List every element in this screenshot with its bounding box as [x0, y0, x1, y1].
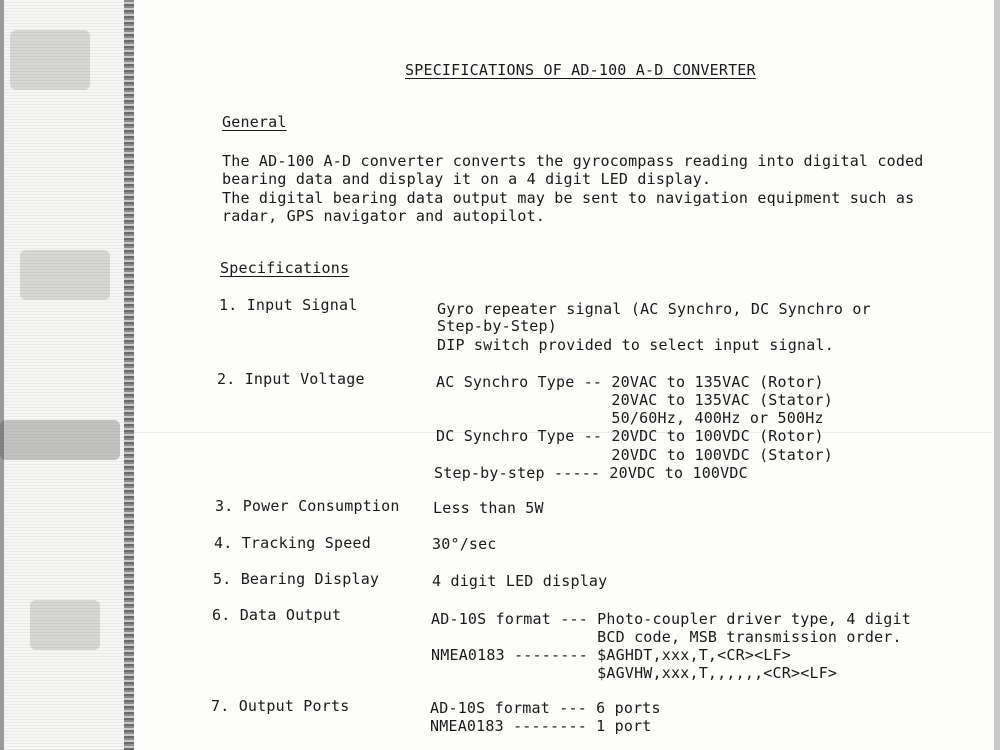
spec-value-line: Step-by-step ----- 20VDC to 100VDC — [434, 464, 748, 482]
general-line: The digital bearing data output may be sent to navigation equipment such as — [222, 189, 915, 207]
spec-value-line: Less than 5W — [433, 499, 544, 517]
spec-value-line: AD-10S format --- Photo-coupler driver type, 4 digit — [431, 610, 911, 628]
spec-value-line: BCD code, MSB transmission order. — [431, 628, 902, 646]
spec-value-line: Step-by-Step) — [437, 317, 557, 335]
scanned-left-margin — [0, 0, 132, 750]
spec-value-line: 50/60Hz, 400Hz or 500Hz — [436, 409, 824, 427]
scan-smudge — [10, 30, 90, 90]
specifications-heading: Specifications — [220, 259, 350, 277]
spec-label: 2. Input Voltage — [217, 370, 365, 388]
spec-value-line: Gyro repeater signal (AC Synchro, DC Synchro or — [437, 300, 871, 318]
spec-value-line: $AGVHW,xxx,T,,,,,,<CR><LF> — [431, 664, 838, 682]
scan-smudge — [0, 420, 120, 460]
scan-smudge — [30, 600, 100, 650]
spec-label: 4. Tracking Speed — [214, 534, 371, 552]
general-line: radar, GPS navigator and autopilot. — [222, 207, 546, 225]
spec-label: 7. Output Ports — [211, 697, 350, 715]
spec-value-line: DIP switch provided to select input signal. — [437, 336, 834, 354]
spec-label: 6. Data Output — [212, 606, 342, 624]
spec-label: 1. Input Signal — [219, 296, 358, 314]
scan-frame-left — [0, 0, 4, 750]
scan-page-edge — [124, 0, 134, 750]
spec-value-line: 4 digit LED display — [432, 572, 608, 590]
scan-smudge — [20, 250, 110, 300]
general-line: bearing data and display it on a 4 digit LED display. — [222, 170, 712, 188]
scan-frame-right — [994, 0, 1000, 750]
spec-value-line: 20VDC to 100VDC (Stator) — [436, 446, 833, 464]
spec-value-line: NMEA0183 -------- 1 port — [430, 717, 652, 735]
document-title: SPECIFICATIONS OF AD-100 A-D CONVERTER — [405, 61, 756, 79]
spec-value-line: AC Synchro Type -- 20VAC to 135VAC (Rotor) — [436, 373, 824, 391]
spec-label: 5. Bearing Display — [213, 570, 380, 588]
spec-value-line: 30°/sec — [432, 535, 497, 553]
spec-value-line: AD-10S format --- 6 ports — [430, 699, 661, 717]
spec-value-line: NMEA0183 -------- $AGHDT,xxx,T,<CR><LF> — [431, 646, 791, 664]
spec-value-line: DC Synchro Type -- 20VDC to 100VDC (Rotor) — [436, 427, 824, 445]
spec-label: 3. Power Consumption — [215, 497, 400, 515]
general-line: The AD-100 A-D converter converts the gyrocompass reading into digital coded — [222, 152, 924, 170]
spec-value-line: 20VAC to 135VAC (Stator) — [436, 391, 833, 409]
general-heading: General — [222, 113, 287, 131]
